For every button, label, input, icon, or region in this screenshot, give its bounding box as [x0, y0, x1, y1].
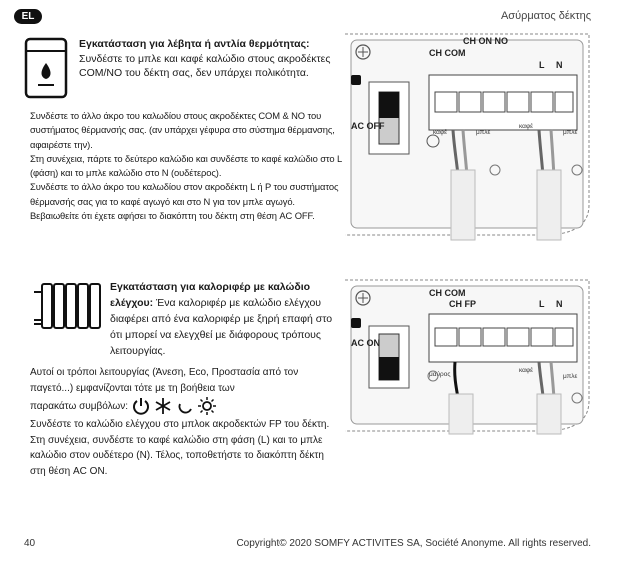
- section2-heading: [110, 279, 342, 359]
- wire-label: μπλε: [476, 129, 491, 136]
- radiator-icon: [34, 280, 104, 336]
- terminal-label-l: L: [539, 299, 545, 309]
- section2-title: Εγκατάσταση για καλοριφέρ με καλώδιο ελέγχου:: [110, 281, 311, 309]
- ac-switch-off: [379, 92, 399, 118]
- page-number: 40: [24, 538, 36, 549]
- receiver-wiring-diagram-1: [343, 30, 593, 252]
- section1-title: Εγκατάσταση για λέβητα ή αντλία θερμότητας:: [79, 38, 310, 50]
- wire-label: μπλε: [563, 373, 578, 380]
- boiler-icon: [24, 37, 68, 99]
- snowflake-icon: [154, 397, 172, 415]
- wire-label: καφέ: [519, 367, 534, 374]
- terminal-label: CH FP: [449, 299, 476, 309]
- sun-icon: [198, 397, 216, 415]
- section1-paragraph: Συνδέστε το άλλο άκρο του καλωδίου στους ακροδέκτες COM & NO του συστήματος θέρμανσής σας. (αν υπάρχει γέφυρα στο σύστημα θέρμανσης, αφαιρέστε την).: [30, 110, 335, 150]
- moon-icon: [176, 397, 194, 415]
- section2-paragraph: Αυτοί οι τρόποι λειτουργίας (Άνεση, Eco, Προστασία από τον παγετό...) εμφανίζονται τότε με τη βοήθεια των: [30, 367, 299, 394]
- receiver-wiring-diagram-2: [343, 276, 593, 441]
- ac-switch-on: [379, 357, 399, 380]
- section1-heading: [79, 37, 351, 81]
- status-led: [351, 318, 361, 328]
- wire-label: μαύρος: [429, 371, 451, 378]
- mode-symbols-line: [30, 397, 216, 415]
- section1-body: [30, 109, 342, 223]
- status-led: [351, 75, 361, 85]
- language-badge: EL: [14, 9, 42, 24]
- section1-paragraph: Συνδέστε το άλλο άκρο του καλωδίου στον ακροδέκτη L ή P του συστήματος θέρμανσής σας για το καφέ αγωγό και στο N για τον μπλε αγωγό. Βεβαιωθείτε ότι έχετε αφήσει το διακόπτη του δέκτη στη θέση AC OFF.: [30, 181, 339, 222]
- wire-label: μπλε: [563, 129, 578, 136]
- terminal-label-l: L: [539, 60, 545, 70]
- terminal-label: CH COM: [429, 48, 466, 58]
- symbols-caption: παρακάτω συμβόλων:: [30, 400, 129, 412]
- terminal-label-n: N: [556, 299, 563, 309]
- terminal-label: CH COM: [429, 288, 466, 298]
- power-icon: [132, 397, 150, 415]
- copyright-notice: Copyright© 2020 SOMFY ACTIVITES SA, Société Anonyme. All rights reserved.: [236, 538, 591, 549]
- wire-label: καφέ: [433, 129, 448, 136]
- terminal-label: CH ON NO: [463, 36, 508, 46]
- terminal-label-n: N: [556, 60, 563, 70]
- section2-paragraph: Συνδέστε το καλώδιο ελέγχου στο μπλοκ ακροδεκτών FP του δέκτη. Στη συνέχεια, συνδέστε το καφέ καλώδιο στη φάση (L) και το μπλε καλώδιο στον ουδέτερο (N). Τέλος, τοποθετήστε το διακόπτη δέκτη στη θέση AC ON.: [30, 419, 330, 477]
- switch-label: AC ON: [351, 338, 380, 348]
- page-header-title: Ασύρματος δέκτης: [500, 10, 591, 22]
- section2-intro: Ένα καλοριφέρ με καλώδιο ελέγχου διαφέρει από ένα καλοριφέρ με ξηρή επαφή στο ότι μπορεί να ελεγχθεί με διάφορους τρόπους λειτουργίας.: [110, 297, 333, 357]
- section1-paragraph: Στη συνέχεια, πάρτε το δεύτερο καλώδιο και συνδέστε το καφέ καλώδιο στο L (φάση) και το μπλε καλώδιο στο N (ουδέτερος).: [30, 152, 342, 179]
- switch-label: AC OFF: [351, 121, 385, 131]
- wire-label: καφέ: [519, 123, 534, 130]
- section1-intro: Συνδέστε το μπλε και καφέ καλώδιο στους ακροδέκτες COM/NO του δέκτη σας, δεν υπάρχει πολικότητα.: [79, 52, 331, 79]
